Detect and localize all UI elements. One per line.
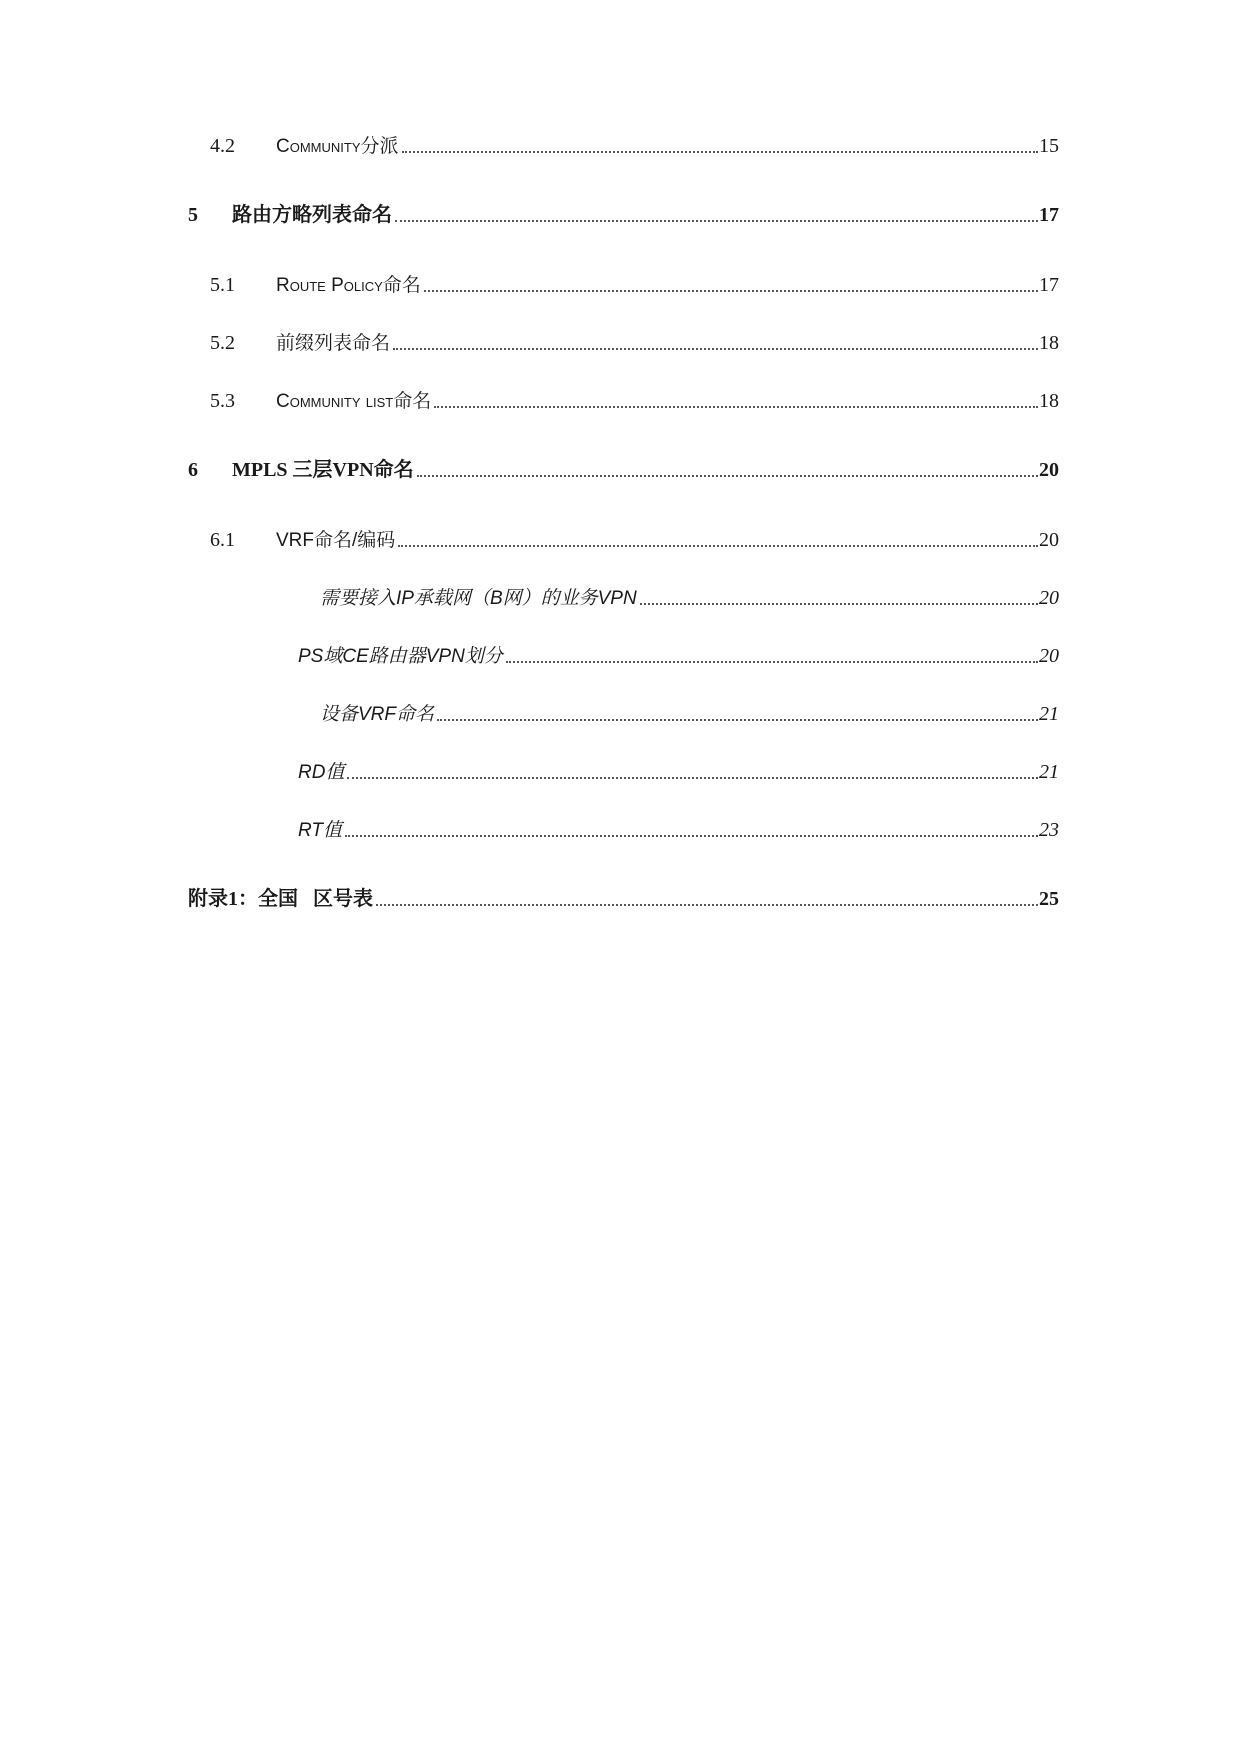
toc-entry-page: 18 (1039, 390, 1059, 412)
dot-leader (347, 777, 1038, 779)
toc-entry-5-1[interactable] (0, 270, 1241, 300)
toc-entry-number: 5 (188, 204, 198, 226)
dot-leader (640, 603, 1038, 605)
toc-entry-title: 需要接入IP承载网（B网）的业务VPN (320, 588, 637, 609)
toc-entry-line (298, 641, 1059, 671)
toc-entry-title: PS域CE路由器VPN划分 (298, 646, 503, 667)
toc-entry-line (320, 699, 1059, 729)
toc-entry-4-2[interactable] (0, 131, 1241, 161)
toc-entry-number: 6.1 (210, 529, 235, 551)
toc-entry-title: 前缀列表命名 (276, 333, 391, 354)
dot-leader (434, 406, 1038, 408)
dot-leader (395, 220, 1038, 222)
toc-entry-5-2[interactable] (0, 328, 1241, 358)
toc-entry-title: RD值 (298, 762, 345, 783)
toc-entry-line (232, 455, 1059, 485)
dot-leader (398, 545, 1038, 547)
toc-entry-line (276, 131, 1059, 161)
toc-entry-number: 6 (188, 459, 198, 481)
toc-entry-6[interactable] (0, 455, 1241, 485)
toc-entry-page: 18 (1039, 332, 1059, 354)
toc-entry-page: 17 (1039, 204, 1059, 226)
toc-entry-line (298, 815, 1059, 845)
toc-entry-line (276, 386, 1059, 416)
toc-entry-page: 21 (1039, 761, 1059, 783)
toc-entry-appendix-1[interactable] (0, 884, 1241, 914)
toc-entry-title: VRF命名/编码 (276, 530, 396, 551)
toc-entry-page: 20 (1039, 459, 1059, 481)
dot-leader (437, 719, 1038, 721)
dot-leader (402, 151, 1039, 153)
toc-entry-page: 17 (1039, 274, 1059, 296)
toc-entry-b-network-vpn[interactable] (0, 583, 1241, 613)
toc-entry-page: 15 (1039, 135, 1059, 157)
toc-entry-title: 附录1：全国 区号表 (188, 888, 373, 910)
toc-entry-line (276, 328, 1059, 358)
dot-leader (417, 475, 1038, 477)
toc-entry-page: 20 (1039, 529, 1059, 551)
toc-entry-line (298, 757, 1059, 787)
toc-entry-number: 5.2 (210, 332, 235, 354)
toc-entry-line (188, 884, 1059, 914)
toc-entry-5-3[interactable] (0, 386, 1241, 416)
toc-entry-device-vrf[interactable] (0, 699, 1241, 729)
toc-entry-number: 5.3 (210, 390, 235, 412)
toc-entry-rt-value[interactable] (0, 815, 1241, 845)
toc-entry-page: 20 (1039, 645, 1059, 667)
toc-entry-title: RT值 (298, 820, 342, 841)
dot-leader (424, 290, 1038, 292)
toc-entry-line (320, 583, 1059, 613)
toc-entry-number: 5.1 (210, 274, 235, 296)
toc-entry-page: 21 (1039, 703, 1059, 725)
toc-entry-ps-ce-vpn[interactable] (0, 641, 1241, 671)
toc-entry-title: Community list命名 (276, 391, 432, 412)
toc-entry-title: Community分派 (276, 136, 399, 157)
dot-leader (393, 348, 1038, 350)
toc-entry-page: 25 (1039, 888, 1059, 910)
toc-entry-title: 设备VRF命名 (320, 704, 435, 725)
toc-entry-page: 20 (1039, 587, 1059, 609)
toc-entry-page: 23 (1039, 819, 1059, 841)
toc-entry-number: 4.2 (210, 135, 235, 157)
toc-entry-line (232, 200, 1059, 230)
toc-entry-6-1[interactable] (0, 525, 1241, 555)
toc-entry-title: MPLS 三层VPN命名 (232, 459, 414, 481)
dot-leader (376, 904, 1038, 906)
toc-entry-5[interactable] (0, 200, 1241, 230)
toc-entry-line (276, 270, 1059, 300)
dot-leader (506, 661, 1038, 663)
toc-entry-rd-value[interactable] (0, 757, 1241, 787)
dot-leader (345, 835, 1038, 837)
toc-entry-title: Route Policy命名 (276, 275, 421, 296)
toc-entry-line (276, 525, 1059, 555)
toc-entry-title: 路由方略列表命名 (232, 204, 392, 226)
